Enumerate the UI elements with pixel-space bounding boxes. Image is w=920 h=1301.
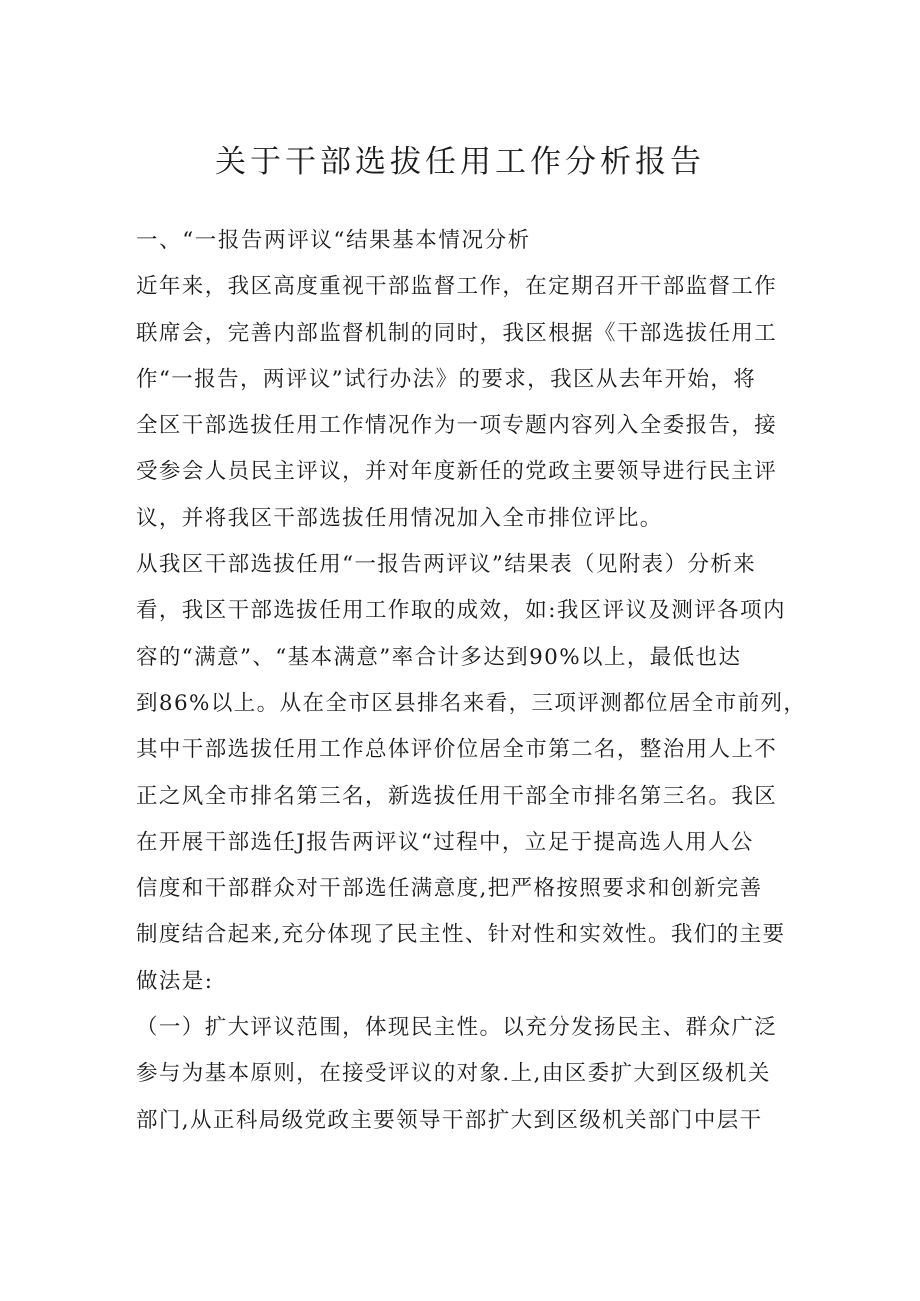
- text-line: 作“一报告，两评议”试行办法》的要求，我区从去年开始，将: [136, 366, 757, 392]
- section-heading-1: 一、“一报告两评议“结果基本情况分析: [136, 228, 531, 253]
- text-line: 正之风全市排名第三名，新选拔任用干部全市排名第三名。我区: [136, 783, 778, 809]
- text-line: 参与为基本原则，在接受评议的对象.上,由区委扩大到区级机关: [136, 1061, 771, 1087]
- text-line: 其中干部选拔任用工作总体评价位居全市第二名，整治用人上不: [136, 737, 778, 763]
- text-line: 做法是:: [136, 968, 214, 994]
- text-line: 全区干部选拔任用工作情况作为一项专题内容列入全委报告，接: [136, 413, 778, 439]
- text-line: 看，我区干部选拔任用工作取的成效，如:我区评议及测评各项内: [136, 598, 786, 624]
- text-line: 议，并将我区干部选拔任用情况加入全市排位评比。: [136, 505, 663, 531]
- text-line: 信度和干部群众对干部选任满意度,把严格按照要求和创新完善: [136, 876, 763, 902]
- text-line: （一）扩大评议范围，体现民主性。以充分发扬民主、群众广泛: [136, 1015, 778, 1041]
- document-body: [136, 218, 807, 1144]
- text-line: 到86%以上。从在全市区县排名来看，三项评测都位居全市前列，: [136, 690, 807, 716]
- text-line: 联席会，完善内部监督机制的同时，我区根据《干部选拔任用工: [136, 320, 778, 346]
- text-line: 近年来，我区高度重视干部监督工作，在定期召开干部监督工作: [136, 274, 778, 300]
- text-line: 从我区干部选拔任用“一报告两评议”结果表（见附表）分析来: [136, 552, 757, 578]
- text-line: 容的“满意”、“基本满意”率合计多达到90%以上，最低也达: [136, 644, 742, 670]
- text-line: 制度结合起来,充分体现了民主性、针对性和实效性。我们的主要: [136, 922, 786, 948]
- text-line: 受参会人员民主评议，并对年度新任的党政主要领导进行民主评: [136, 459, 778, 485]
- text-line: 在开展干部选任J报告两评议“过程中，立足于提高选人用人公: [136, 829, 754, 855]
- text-line: 部门,从正科局级党政主要领导干部扩大到区级机关部门中层干: [136, 1107, 763, 1133]
- document-title: 关于干部选拔任用工作分析报告: [215, 144, 705, 180]
